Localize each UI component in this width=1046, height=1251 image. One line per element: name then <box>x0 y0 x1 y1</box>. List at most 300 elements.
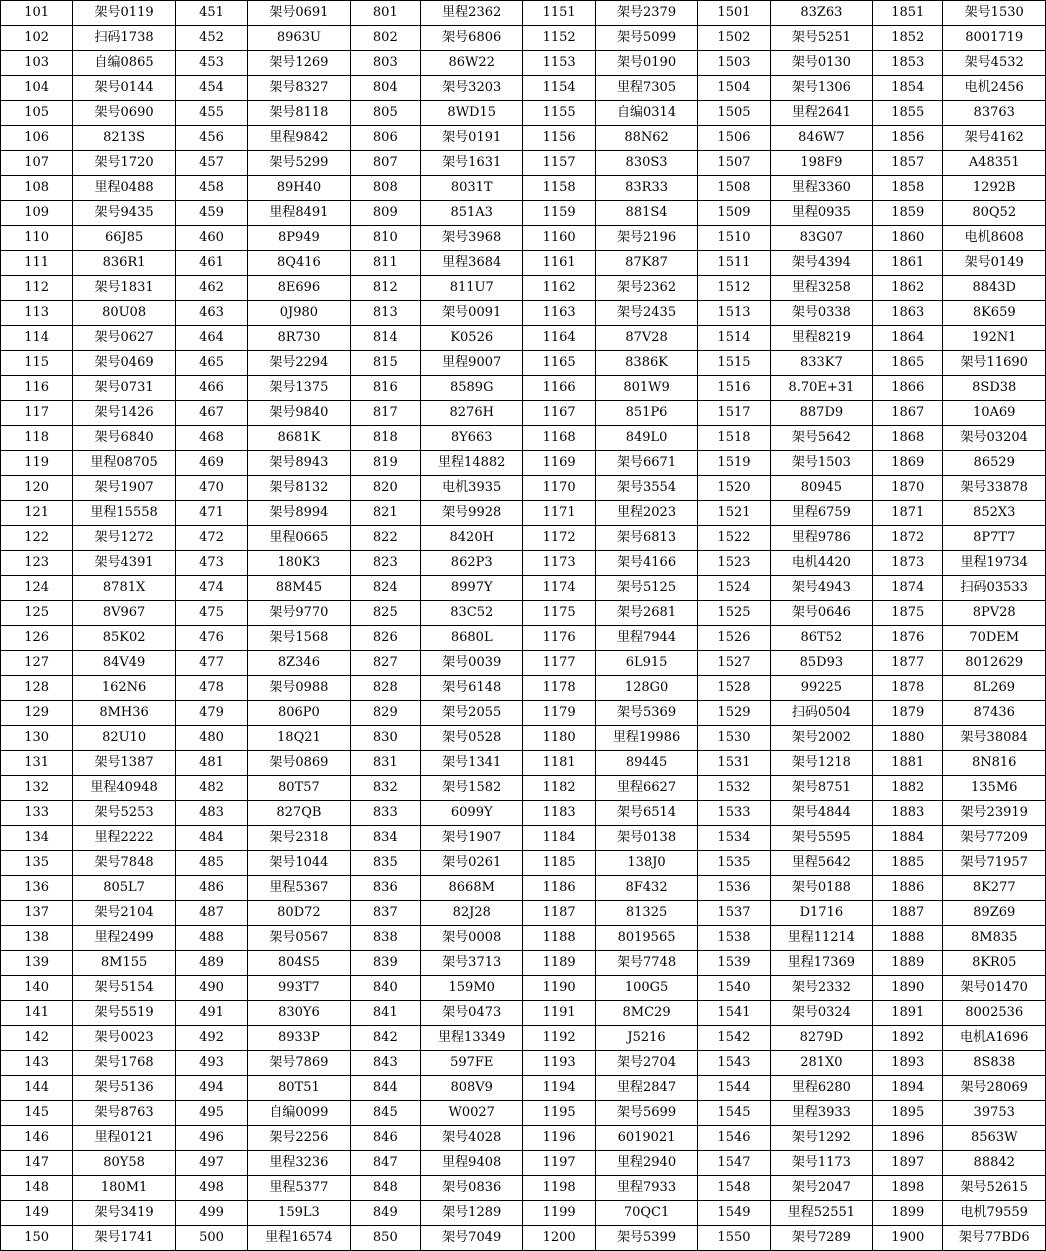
code-cell[interactable]: 里程6627 <box>595 776 697 801</box>
code-cell[interactable]: 86W22 <box>420 51 522 76</box>
row-number-cell[interactable]: 1536 <box>698 876 770 901</box>
row-number-cell[interactable]: 1503 <box>698 51 770 76</box>
code-cell[interactable]: 846W7 <box>770 126 872 151</box>
row-number-cell[interactable]: 810 <box>350 226 420 251</box>
row-number-cell[interactable]: 130 <box>1 726 73 751</box>
code-cell[interactable]: 架号0988 <box>248 676 350 701</box>
row-number-cell[interactable]: 824 <box>350 576 420 601</box>
code-cell[interactable]: 架号8751 <box>770 776 872 801</box>
code-cell[interactable]: 里程0121 <box>73 1126 175 1151</box>
code-cell[interactable]: 8F432 <box>595 876 697 901</box>
code-cell[interactable]: 8386K <box>595 351 697 376</box>
code-cell[interactable]: 18Q21 <box>248 726 350 751</box>
code-cell[interactable]: 里程52551 <box>770 1201 872 1226</box>
row-number-cell[interactable]: 1527 <box>698 651 770 676</box>
code-cell[interactable]: 6099Y <box>420 801 522 826</box>
code-cell[interactable]: 8P7T7 <box>943 526 1046 551</box>
code-cell[interactable]: 80Q52 <box>943 201 1046 226</box>
row-number-cell[interactable]: 1514 <box>698 326 770 351</box>
row-number-cell[interactable]: 150 <box>1 1226 73 1251</box>
code-cell[interactable]: 里程3684 <box>420 251 522 276</box>
code-cell[interactable]: 88N62 <box>595 126 697 151</box>
code-cell[interactable]: 架号03204 <box>943 426 1046 451</box>
code-cell[interactable]: 里程2499 <box>73 926 175 951</box>
row-number-cell[interactable]: 1882 <box>873 776 943 801</box>
code-cell[interactable]: 162N6 <box>73 676 175 701</box>
row-number-cell[interactable]: 803 <box>350 51 420 76</box>
row-number-cell[interactable]: 831 <box>350 751 420 776</box>
row-number-cell[interactable]: 1543 <box>698 1051 770 1076</box>
row-number-cell[interactable]: 493 <box>175 1051 247 1076</box>
code-cell[interactable]: 架号1631 <box>420 151 522 176</box>
row-number-cell[interactable]: 1545 <box>698 1101 770 1126</box>
row-number-cell[interactable]: 500 <box>175 1226 247 1251</box>
code-cell[interactable]: 架号1272 <box>73 526 175 551</box>
code-cell[interactable]: 8668M <box>420 876 522 901</box>
code-cell[interactable]: 里程8491 <box>248 201 350 226</box>
code-cell[interactable]: 8563W <box>943 1126 1046 1151</box>
row-number-cell[interactable]: 844 <box>350 1076 420 1101</box>
row-number-cell[interactable]: 489 <box>175 951 247 976</box>
code-cell[interactable]: 架号3968 <box>420 226 522 251</box>
code-cell[interactable]: 里程7933 <box>595 1176 697 1201</box>
row-number-cell[interactable]: 142 <box>1 1026 73 1051</box>
row-number-cell[interactable]: 1547 <box>698 1151 770 1176</box>
row-number-cell[interactable]: 1171 <box>523 501 595 526</box>
code-cell[interactable]: 里程19734 <box>943 551 1046 576</box>
row-number-cell[interactable]: 456 <box>175 126 247 151</box>
row-number-cell[interactable]: 835 <box>350 851 420 876</box>
row-number-cell[interactable]: 1898 <box>873 1176 943 1201</box>
row-number-cell[interactable]: 1895 <box>873 1101 943 1126</box>
code-cell[interactable]: 里程13349 <box>420 1026 522 1051</box>
row-number-cell[interactable]: 833 <box>350 801 420 826</box>
code-cell[interactable]: 8M835 <box>943 926 1046 951</box>
row-number-cell[interactable]: 1185 <box>523 851 595 876</box>
code-cell[interactable]: 架号8118 <box>248 101 350 126</box>
row-number-cell[interactable]: 113 <box>1 301 73 326</box>
row-number-cell[interactable]: 109 <box>1 201 73 226</box>
code-cell[interactable]: 架号7848 <box>73 851 175 876</box>
code-cell[interactable]: 8MC29 <box>595 1001 697 1026</box>
code-cell[interactable]: 里程9842 <box>248 126 350 151</box>
row-number-cell[interactable]: 451 <box>175 1 247 26</box>
code-cell[interactable]: J5216 <box>595 1026 697 1051</box>
row-number-cell[interactable]: 134 <box>1 826 73 851</box>
code-cell[interactable]: 架号4532 <box>943 51 1046 76</box>
row-number-cell[interactable]: 120 <box>1 476 73 501</box>
row-number-cell[interactable]: 1863 <box>873 301 943 326</box>
code-cell[interactable]: 80T57 <box>248 776 350 801</box>
row-number-cell[interactable]: 1155 <box>523 101 595 126</box>
row-number-cell[interactable]: 819 <box>350 451 420 476</box>
code-cell[interactable]: 架号1269 <box>248 51 350 76</box>
code-cell[interactable]: 架号0149 <box>943 251 1046 276</box>
code-cell[interactable]: 8997Y <box>420 576 522 601</box>
code-cell[interactable]: 架号8327 <box>248 76 350 101</box>
code-cell[interactable]: 里程14882 <box>420 451 522 476</box>
code-cell[interactable]: 83763 <box>943 101 1046 126</box>
code-cell[interactable]: 架号11690 <box>943 351 1046 376</box>
row-number-cell[interactable]: 850 <box>350 1226 420 1251</box>
code-cell[interactable]: 89Z69 <box>943 901 1046 926</box>
row-number-cell[interactable]: 1157 <box>523 151 595 176</box>
row-number-cell[interactable]: 1509 <box>698 201 770 226</box>
row-number-cell[interactable]: 145 <box>1 1101 73 1126</box>
code-cell[interactable]: 180M1 <box>73 1176 175 1201</box>
row-number-cell[interactable]: 837 <box>350 901 420 926</box>
row-number-cell[interactable]: 1889 <box>873 951 943 976</box>
row-number-cell[interactable]: 1549 <box>698 1201 770 1226</box>
row-number-cell[interactable]: 460 <box>175 226 247 251</box>
code-cell[interactable]: 836R1 <box>73 251 175 276</box>
code-cell[interactable]: 83R33 <box>595 176 697 201</box>
code-cell[interactable]: 281X0 <box>770 1051 872 1076</box>
row-number-cell[interactable]: 131 <box>1 751 73 776</box>
code-cell[interactable]: 里程19986 <box>595 726 697 751</box>
row-number-cell[interactable]: 820 <box>350 476 420 501</box>
code-cell[interactable]: 88M45 <box>248 576 350 601</box>
row-number-cell[interactable]: 1869 <box>873 451 943 476</box>
code-cell[interactable]: 架号4162 <box>943 126 1046 151</box>
row-number-cell[interactable]: 1877 <box>873 651 943 676</box>
row-number-cell[interactable]: 1856 <box>873 126 943 151</box>
code-cell[interactable]: 架号4844 <box>770 801 872 826</box>
code-cell[interactable]: 架号1375 <box>248 376 350 401</box>
code-cell[interactable]: 架号1426 <box>73 401 175 426</box>
code-cell[interactable]: 电机4420 <box>770 551 872 576</box>
code-cell[interactable]: 架号0188 <box>770 876 872 901</box>
code-cell[interactable]: 8SD38 <box>943 376 1046 401</box>
row-number-cell[interactable]: 1161 <box>523 251 595 276</box>
code-cell[interactable]: 架号7869 <box>248 1051 350 1076</box>
code-cell[interactable]: 架号77209 <box>943 826 1046 851</box>
code-cell[interactable]: 8Y663 <box>420 426 522 451</box>
code-cell[interactable]: 架号3203 <box>420 76 522 101</box>
row-number-cell[interactable]: 813 <box>350 301 420 326</box>
row-number-cell[interactable]: 488 <box>175 926 247 951</box>
row-number-cell[interactable]: 1184 <box>523 826 595 851</box>
code-cell[interactable]: 架号1831 <box>73 276 175 301</box>
code-cell[interactable]: 架号0261 <box>420 851 522 876</box>
code-cell[interactable]: 架号0627 <box>73 326 175 351</box>
code-cell[interactable]: 架号1582 <box>420 776 522 801</box>
code-cell[interactable]: 里程5367 <box>248 876 350 901</box>
code-cell[interactable]: 自编0865 <box>73 51 175 76</box>
code-cell[interactable]: 86T52 <box>770 626 872 651</box>
code-cell[interactable]: 80Y58 <box>73 1151 175 1176</box>
code-cell[interactable]: 8001719 <box>943 26 1046 51</box>
row-number-cell[interactable]: 1539 <box>698 951 770 976</box>
code-cell[interactable]: 8002536 <box>943 1001 1046 1026</box>
row-number-cell[interactable]: 132 <box>1 776 73 801</box>
row-number-cell[interactable]: 1186 <box>523 876 595 901</box>
row-number-cell[interactable]: 1851 <box>873 1 943 26</box>
code-cell[interactable]: 架号1530 <box>943 1 1046 26</box>
code-cell[interactable]: 830Y6 <box>248 1001 350 1026</box>
code-cell[interactable]: 架号6806 <box>420 26 522 51</box>
code-cell[interactable]: 83G07 <box>770 226 872 251</box>
code-cell[interactable]: 85D93 <box>770 651 872 676</box>
code-cell[interactable]: 8S838 <box>943 1051 1046 1076</box>
row-number-cell[interactable]: 1875 <box>873 601 943 626</box>
code-cell[interactable]: 架号9770 <box>248 601 350 626</box>
code-cell[interactable]: 架号0119 <box>73 1 175 26</box>
row-number-cell[interactable]: 140 <box>1 976 73 1001</box>
code-cell[interactable]: 扫码1738 <box>73 26 175 51</box>
code-cell[interactable]: 架号0528 <box>420 726 522 751</box>
code-cell[interactable]: 8V967 <box>73 601 175 626</box>
code-cell[interactable]: 里程17369 <box>770 951 872 976</box>
code-cell[interactable]: 架号1568 <box>248 626 350 651</box>
row-number-cell[interactable]: 1177 <box>523 651 595 676</box>
row-number-cell[interactable]: 1890 <box>873 976 943 1001</box>
row-number-cell[interactable]: 1508 <box>698 176 770 201</box>
row-number-cell[interactable]: 1506 <box>698 126 770 151</box>
row-number-cell[interactable]: 1517 <box>698 401 770 426</box>
row-number-cell[interactable]: 826 <box>350 626 420 651</box>
row-number-cell[interactable]: 1516 <box>698 376 770 401</box>
row-number-cell[interactable]: 1855 <box>873 101 943 126</box>
code-cell[interactable]: 架号38084 <box>943 726 1046 751</box>
row-number-cell[interactable]: 490 <box>175 976 247 1001</box>
row-number-cell[interactable]: 846 <box>350 1126 420 1151</box>
row-number-cell[interactable]: 473 <box>175 551 247 576</box>
code-cell[interactable]: 架号1387 <box>73 751 175 776</box>
code-cell[interactable]: 架号4943 <box>770 576 872 601</box>
row-number-cell[interactable]: 122 <box>1 526 73 551</box>
row-number-cell[interactable]: 495 <box>175 1101 247 1126</box>
code-cell[interactable]: 8843D <box>943 276 1046 301</box>
code-cell[interactable]: 89H40 <box>248 176 350 201</box>
code-cell[interactable]: 架号1289 <box>420 1201 522 1226</box>
code-cell[interactable]: 993T7 <box>248 976 350 1001</box>
row-number-cell[interactable]: 1868 <box>873 426 943 451</box>
code-cell[interactable]: 架号1306 <box>770 76 872 101</box>
code-cell[interactable]: 81325 <box>595 901 697 926</box>
row-number-cell[interactable]: 1861 <box>873 251 943 276</box>
row-number-cell[interactable]: 1183 <box>523 801 595 826</box>
code-cell[interactable]: 架号3554 <box>595 476 697 501</box>
row-number-cell[interactable]: 840 <box>350 976 420 1001</box>
code-cell[interactable]: 架号0469 <box>73 351 175 376</box>
code-cell[interactable]: 电机79559 <box>943 1201 1046 1226</box>
row-number-cell[interactable]: 1542 <box>698 1026 770 1051</box>
row-number-cell[interactable]: 1520 <box>698 476 770 501</box>
code-cell[interactable]: 架号0091 <box>420 301 522 326</box>
code-cell[interactable]: 电机3935 <box>420 476 522 501</box>
row-number-cell[interactable]: 138 <box>1 926 73 951</box>
row-number-cell[interactable]: 499 <box>175 1201 247 1226</box>
row-number-cell[interactable]: 475 <box>175 601 247 626</box>
row-number-cell[interactable]: 1197 <box>523 1151 595 1176</box>
row-number-cell[interactable]: 823 <box>350 551 420 576</box>
row-number-cell[interactable]: 102 <box>1 26 73 51</box>
row-number-cell[interactable]: 143 <box>1 1051 73 1076</box>
code-cell[interactable]: 架号0869 <box>248 751 350 776</box>
code-cell[interactable]: 10A69 <box>943 401 1046 426</box>
code-cell[interactable]: 82J28 <box>420 901 522 926</box>
code-cell[interactable]: 架号33878 <box>943 476 1046 501</box>
row-number-cell[interactable]: 133 <box>1 801 73 826</box>
code-cell[interactable]: 架号0130 <box>770 51 872 76</box>
code-cell[interactable]: 里程3258 <box>770 276 872 301</box>
code-cell[interactable]: 87436 <box>943 701 1046 726</box>
code-cell[interactable]: 架号9928 <box>420 501 522 526</box>
row-number-cell[interactable]: 1892 <box>873 1026 943 1051</box>
row-number-cell[interactable]: 1502 <box>698 26 770 51</box>
code-cell[interactable]: 8Q416 <box>248 251 350 276</box>
code-cell[interactable]: 架号2362 <box>595 276 697 301</box>
row-number-cell[interactable]: 105 <box>1 101 73 126</box>
code-cell[interactable]: 8276H <box>420 401 522 426</box>
row-number-cell[interactable]: 816 <box>350 376 420 401</box>
row-number-cell[interactable]: 137 <box>1 901 73 926</box>
code-cell[interactable]: 8781X <box>73 576 175 601</box>
row-number-cell[interactable]: 469 <box>175 451 247 476</box>
row-number-cell[interactable]: 459 <box>175 201 247 226</box>
code-cell[interactable]: 架号0690 <box>73 101 175 126</box>
row-number-cell[interactable]: 112 <box>1 276 73 301</box>
row-number-cell[interactable]: 464 <box>175 326 247 351</box>
code-cell[interactable]: 里程16574 <box>248 1226 350 1251</box>
code-cell[interactable]: 架号5595 <box>770 826 872 851</box>
row-number-cell[interactable]: 128 <box>1 676 73 701</box>
code-cell[interactable]: 架号2256 <box>248 1126 350 1151</box>
row-number-cell[interactable]: 814 <box>350 326 420 351</box>
row-number-cell[interactable]: 1885 <box>873 851 943 876</box>
row-number-cell[interactable]: 1178 <box>523 676 595 701</box>
code-cell[interactable]: A48351 <box>943 151 1046 176</box>
code-cell[interactable]: 里程2222 <box>73 826 175 851</box>
code-cell[interactable]: 8WD15 <box>420 101 522 126</box>
code-cell[interactable]: 80T51 <box>248 1076 350 1101</box>
code-cell[interactable]: 862P3 <box>420 551 522 576</box>
code-cell[interactable]: 里程8219 <box>770 326 872 351</box>
code-cell[interactable]: 135M6 <box>943 776 1046 801</box>
row-number-cell[interactable]: 1519 <box>698 451 770 476</box>
row-number-cell[interactable]: 1852 <box>873 26 943 51</box>
row-number-cell[interactable]: 123 <box>1 551 73 576</box>
row-number-cell[interactable]: 468 <box>175 426 247 451</box>
row-number-cell[interactable]: 479 <box>175 701 247 726</box>
code-cell[interactable]: 852X3 <box>943 501 1046 526</box>
code-cell[interactable]: 138J0 <box>595 851 697 876</box>
row-number-cell[interactable]: 830 <box>350 726 420 751</box>
row-number-cell[interactable]: 838 <box>350 926 420 951</box>
row-number-cell[interactable]: 1887 <box>873 901 943 926</box>
code-cell[interactable]: 597FE <box>420 1051 522 1076</box>
row-number-cell[interactable]: 1862 <box>873 276 943 301</box>
code-cell[interactable]: 806P0 <box>248 701 350 726</box>
code-cell[interactable]: 里程2940 <box>595 1151 697 1176</box>
code-cell[interactable]: 805L7 <box>73 876 175 901</box>
code-cell[interactable]: 架号7289 <box>770 1226 872 1251</box>
row-number-cell[interactable]: 1154 <box>523 76 595 101</box>
row-number-cell[interactable]: 1510 <box>698 226 770 251</box>
code-cell[interactable]: 84V49 <box>73 651 175 676</box>
row-number-cell[interactable]: 832 <box>350 776 420 801</box>
row-number-cell[interactable]: 463 <box>175 301 247 326</box>
code-cell[interactable]: 887D9 <box>770 401 872 426</box>
row-number-cell[interactable]: 487 <box>175 901 247 926</box>
row-number-cell[interactable]: 1880 <box>873 726 943 751</box>
row-number-cell[interactable]: 101 <box>1 1 73 26</box>
row-number-cell[interactable]: 1871 <box>873 501 943 526</box>
row-number-cell[interactable]: 1521 <box>698 501 770 526</box>
code-cell[interactable]: 8012629 <box>943 651 1046 676</box>
row-number-cell[interactable]: 1884 <box>873 826 943 851</box>
row-number-cell[interactable]: 1876 <box>873 626 943 651</box>
row-number-cell[interactable]: 497 <box>175 1151 247 1176</box>
code-cell[interactable]: 66J85 <box>73 226 175 251</box>
row-number-cell[interactable]: 467 <box>175 401 247 426</box>
code-cell[interactable]: 里程08705 <box>73 451 175 476</box>
row-number-cell[interactable]: 1199 <box>523 1201 595 1226</box>
row-number-cell[interactable]: 454 <box>175 76 247 101</box>
code-cell[interactable]: 881S4 <box>595 201 697 226</box>
row-number-cell[interactable]: 1857 <box>873 151 943 176</box>
row-number-cell[interactable]: 1193 <box>523 1051 595 1076</box>
row-number-cell[interactable]: 496 <box>175 1126 247 1151</box>
row-number-cell[interactable]: 147 <box>1 1151 73 1176</box>
row-number-cell[interactable]: 126 <box>1 626 73 651</box>
row-number-cell[interactable]: 808 <box>350 176 420 201</box>
code-cell[interactable]: 里程9786 <box>770 526 872 551</box>
code-cell[interactable]: 8031T <box>420 176 522 201</box>
code-cell[interactable]: 8963U <box>248 26 350 51</box>
code-cell[interactable]: 架号5125 <box>595 576 697 601</box>
code-cell[interactable]: 架号0338 <box>770 301 872 326</box>
row-number-cell[interactable]: 1879 <box>873 701 943 726</box>
row-number-cell[interactable]: 822 <box>350 526 420 551</box>
code-cell[interactable]: 86529 <box>943 451 1046 476</box>
code-cell[interactable]: 架号0191 <box>420 126 522 151</box>
code-cell[interactable]: 架号0023 <box>73 1026 175 1051</box>
code-cell[interactable]: 1292B <box>943 176 1046 201</box>
code-cell[interactable]: 扫码03533 <box>943 576 1046 601</box>
row-number-cell[interactable]: 1523 <box>698 551 770 576</box>
row-number-cell[interactable]: 1532 <box>698 776 770 801</box>
code-cell[interactable]: 里程15558 <box>73 501 175 526</box>
code-cell[interactable]: 89445 <box>595 751 697 776</box>
row-number-cell[interactable]: 829 <box>350 701 420 726</box>
code-cell[interactable]: 架号5369 <box>595 701 697 726</box>
row-number-cell[interactable]: 1198 <box>523 1176 595 1201</box>
code-cell[interactable]: 里程2362 <box>420 1 522 26</box>
code-cell[interactable]: 架号0646 <box>770 601 872 626</box>
row-number-cell[interactable]: 124 <box>1 576 73 601</box>
code-cell[interactable]: 架号2196 <box>595 226 697 251</box>
row-number-cell[interactable]: 471 <box>175 501 247 526</box>
row-number-cell[interactable]: 1865 <box>873 351 943 376</box>
row-number-cell[interactable]: 1167 <box>523 401 595 426</box>
row-number-cell[interactable]: 108 <box>1 176 73 201</box>
row-number-cell[interactable]: 849 <box>350 1201 420 1226</box>
row-number-cell[interactable]: 119 <box>1 451 73 476</box>
row-number-cell[interactable]: 1200 <box>523 1226 595 1251</box>
code-cell[interactable]: 自编0099 <box>248 1101 350 1126</box>
code-cell[interactable]: 架号2435 <box>595 301 697 326</box>
code-cell[interactable]: 架号2055 <box>420 701 522 726</box>
code-cell[interactable]: 180K3 <box>248 551 350 576</box>
code-cell[interactable]: 里程7305 <box>595 76 697 101</box>
row-number-cell[interactable]: 1866 <box>873 376 943 401</box>
row-number-cell[interactable]: 834 <box>350 826 420 851</box>
row-number-cell[interactable]: 1858 <box>873 176 943 201</box>
code-cell[interactable]: 830S3 <box>595 151 697 176</box>
row-number-cell[interactable]: 1505 <box>698 101 770 126</box>
